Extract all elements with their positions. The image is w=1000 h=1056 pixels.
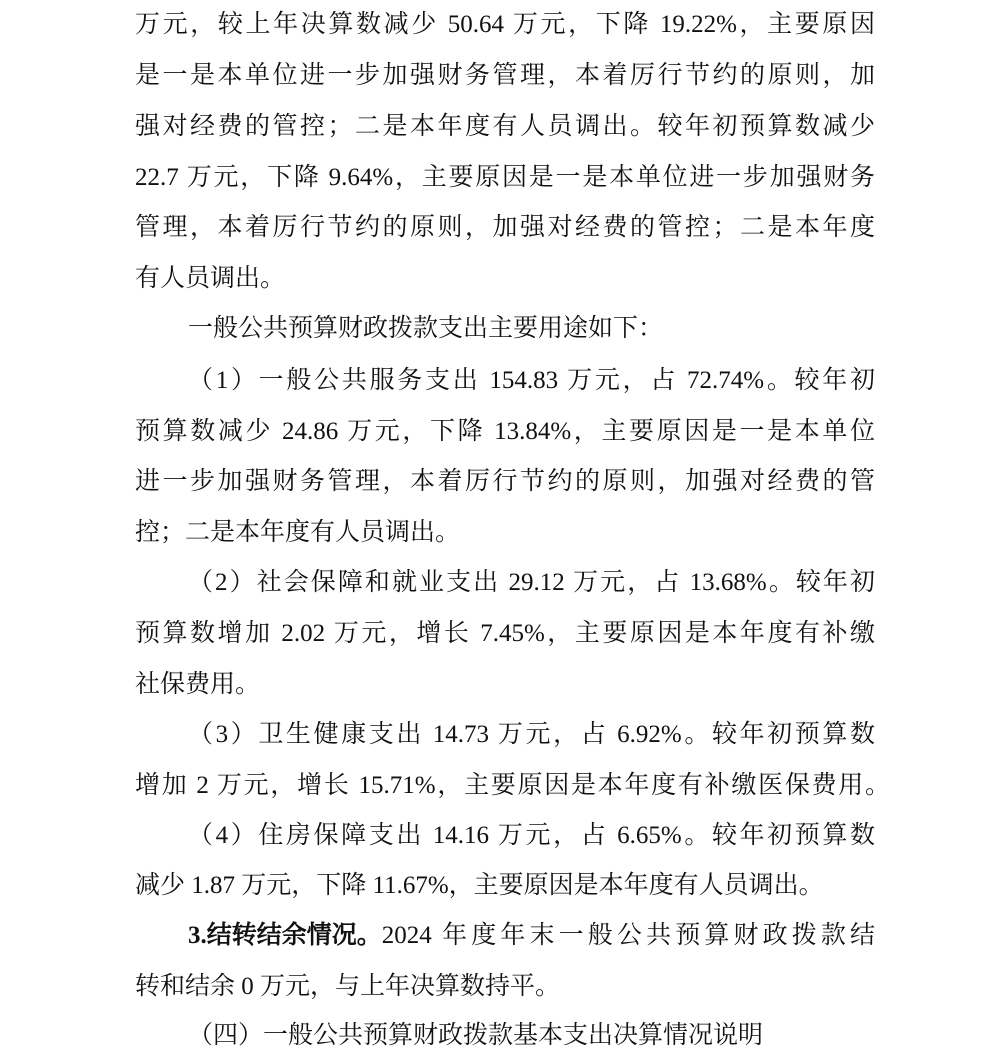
text-line: 增加 2 万元，增长 15.71%，主要原因是本年度有补缴医保费用。: [135, 772, 890, 799]
text-run: 2024 年度年末一般公共预算财政拨款结: [381, 922, 875, 949]
text-line: 一般公共预算财政拨款支出主要用途如下：: [188, 315, 664, 342]
text-line: （1）一般公共服务支出 154.83 万元，占 72.74%。较年初: [188, 367, 875, 394]
section-heading: （四）一般公共预算财政拨款基本支出决算情况说明: [188, 1022, 764, 1049]
text-line: （3）卫生健康支出 14.73 万元，占 6.92%。较年初预算数: [188, 721, 875, 748]
text-line: （2）社会保障和就业支出 29.12 万元，占 13.68%。较年初: [188, 569, 875, 596]
text-line: 预算数增加 2.02 万元，增长 7.45%，主要原因是本年度有补缴: [135, 620, 875, 647]
text-line: 减少 1.87 万元，下降 11.67%，主要原因是本年度有人员调出。: [135, 872, 824, 899]
text-line: [188, 918, 875, 954]
text-line: 有人员调出。: [135, 265, 286, 292]
section-subheading: 3.结转结余情况。: [188, 922, 382, 949]
text-line: 进一步加强财务管理，本着厉行节约的原则，加强对经费的管: [135, 468, 875, 495]
text-line: 是一是本单位进一步加强财务管理，本着厉行节约的原则，加: [135, 62, 875, 89]
text-line: 控；二是本年度有人员调出。: [135, 519, 461, 546]
text-line: 转和结余 0 万元，与上年决算数持平。: [135, 973, 561, 1000]
text-line: 管理，本着厉行节约的原则，加强对经费的管控；二是本年度: [135, 214, 875, 241]
text-line: 22.7 万元，下降 9.64%，主要原因是一是本单位进一步加强财务: [135, 164, 875, 191]
text-line: 强对经费的管控；二是本年度有人员调出。较年初预算数减少: [135, 113, 875, 140]
text-line: 万元，较上年决算数减少 50.64 万元，下降 19.22%，主要原因: [135, 11, 875, 38]
text-line: 预算数减少 24.86 万元，下降 13.84%，主要原因是一是本单位: [135, 418, 875, 445]
text-line: 社保费用。: [135, 671, 261, 698]
text-line: （4）住房保障支出 14.16 万元，占 6.65%。较年初预算数: [188, 822, 875, 849]
